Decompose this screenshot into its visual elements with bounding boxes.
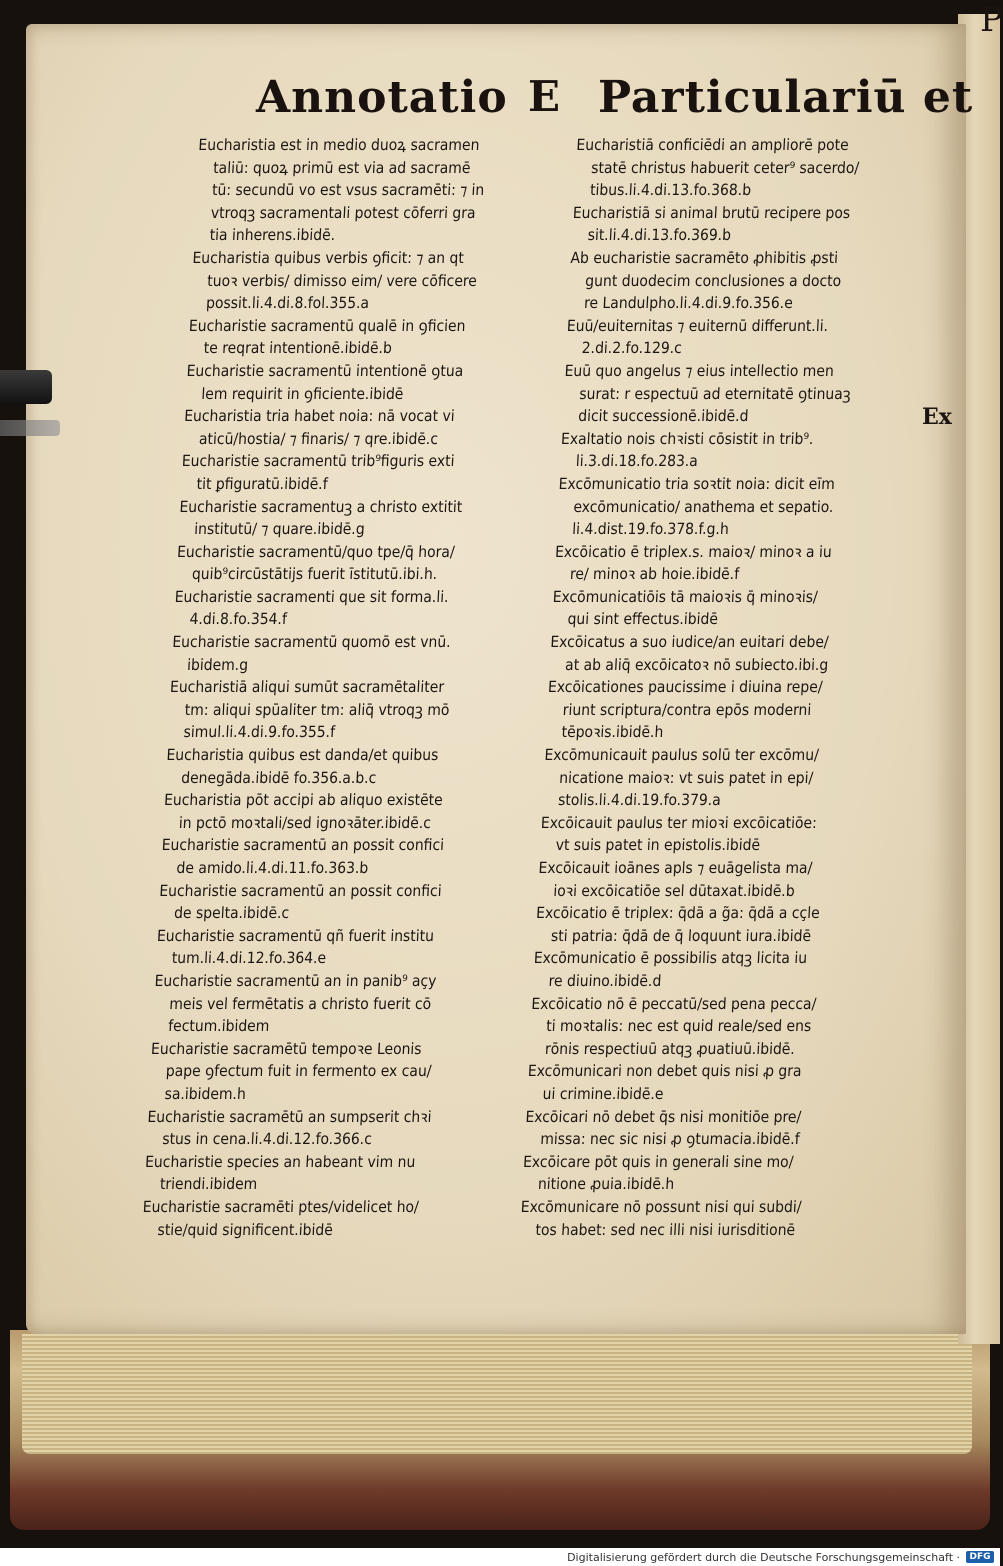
index-entry <box>551 586 913 631</box>
index-entry-line: Euū/euiternitas ⁊ euiternū differunt.li. <box>566 316 829 335</box>
index-entry-line: Eucharistie sacramentuꝫ a christo extitit <box>179 497 463 516</box>
index-entry-line: Eucharistie sacramenti que sit forma.li. <box>174 587 450 606</box>
index-entry <box>524 1106 886 1151</box>
index-entry <box>187 315 539 360</box>
index-entry-line: Excōicationes paucissime i diuina repe/ <box>547 678 824 697</box>
index-entry-line: possit.li.4.di.8.fol.355.a <box>205 294 370 313</box>
index-column-right <box>519 134 937 1241</box>
index-entry <box>158 880 510 925</box>
index-entry-line: tos habet: sed nec illi nisi iurisditionē <box>535 1220 796 1239</box>
index-entry-line: Eucharistie sacramētū an sumpserit chꝛi <box>147 1107 433 1126</box>
index-entry-line: Excōicatio nō ē peccatū/sed pena pecca/ <box>530 994 817 1013</box>
index-entry-line: Eucharistie species an habeant vim nu <box>144 1152 416 1171</box>
index-entry-line: Excōicari nō debet q̄s nisi monitiōe pre/ <box>525 1107 802 1126</box>
index-entry <box>571 202 933 247</box>
index-entry-line: missa: nec sic nisi ꝓ ꝯtumacia.ibidē.f <box>539 1130 801 1149</box>
index-entry-line: Eucharistia tria habet noia: nā vocat vi <box>183 407 456 426</box>
index-entry-line: re/ minoꝛ ab hoie.ibidē.f <box>569 565 740 584</box>
index-entry-line: Excōmunicatio ē possibilis atqꝫ licita iu <box>533 949 808 968</box>
index-entry-line: Eucharistie sacramentū an in panib⁹ açy <box>154 971 437 990</box>
running-head-left: Annotatio <box>256 72 508 123</box>
index-entry-line: tuoꝛ verbis/ dimisso eim/ vere cōficere <box>206 271 478 290</box>
index-entry-line: excōmunicatio/ anathema et sepatio. <box>573 497 834 516</box>
index-entry <box>568 247 932 315</box>
index-entry-line: Eucharistia est in medio duoꝝ sacramen <box>197 136 480 154</box>
index-entry-line: Eucharistiā conficiēdi an ampliorē pote <box>575 136 850 154</box>
index-entry-line: Excōmunicatiōis tā maioꝛis q̄ minoꝛis/ <box>552 587 819 606</box>
index-entry-line: Excōicare pōt quis in generali sine mo/ <box>522 1152 794 1171</box>
index-entry-line: pape ꝯfectum fuit in fermento ex cau/ <box>165 1062 432 1081</box>
index-entry-line: lem requirit in ꝯficiente.ibidē <box>200 384 404 403</box>
index-entry-line: Eucharistie sacramēti ptes/videlicet ho/ <box>142 1197 420 1216</box>
index-entry-line: in pctō moꝛtali/sed ignoꝛāter.ibidē.c <box>178 813 432 832</box>
index-entry <box>178 496 530 541</box>
index-entry-line: aticū/hostia/ ⁊ finaris/ ⁊ qre.ibidē.c <box>198 429 439 448</box>
index-entry <box>528 993 892 1061</box>
index-entry-line: Eucharistie sacramētū tempoꝛe Leonis <box>150 1039 423 1058</box>
index-entry <box>160 834 512 879</box>
running-head-letter: E <box>528 72 562 121</box>
index-entry <box>143 1151 495 1196</box>
index-entry-line: ioꝛi excōicatiōe sel dūtaxat.ibidē.b <box>552 881 796 900</box>
index-entry-line: surat: r espectuū ad eternitatē ꝯtinuaꝫ <box>578 384 852 403</box>
index-entry-line: tit ꝑfiguratū.ibidē.f <box>196 474 329 493</box>
index-entry <box>146 1106 498 1151</box>
index-entry-line: rōnis respectiuū atqꝫ ꝓuatiuū.ibidē. <box>544 1039 796 1058</box>
index-entry <box>526 1060 888 1105</box>
index-entry-line: Eucharistia quibus verbis ꝯficit: ⁊ an qt <box>192 248 465 267</box>
index-entry <box>541 744 905 812</box>
adjacent-page-letter: P <box>980 0 1003 40</box>
index-entry-line: Eucharistia quibus est danda/et quibus <box>165 746 439 765</box>
index-entry-line: de amido.li.4.di.11.fo.363.b <box>176 859 369 877</box>
index-entry <box>573 134 937 202</box>
index-entry-line: Excōicauit ioānes apls ⁊ euāgelista ma/ <box>538 859 813 877</box>
index-entry-line: Eucharistia pōt accipi ab aliquo existēte <box>163 791 444 810</box>
index-entry-line: Excōmunicauit paulus solū ter excōmu/ <box>543 746 820 765</box>
index-entry-line: Eucharistiā aliqui sumūt sacramētaliter <box>169 678 445 697</box>
footer-credit: Digitalisierung gefördert durch die Deutsche Forschungsgemeinschaft · <box>567 1550 960 1564</box>
index-entry <box>190 247 544 315</box>
index-entry <box>175 541 527 586</box>
index-entry-line: Eucharistie sacramentū qualē in ꝯficien <box>188 316 466 335</box>
index-entry-line: gunt duodecim conclusiones a docto <box>584 271 842 290</box>
index-entry-line: at ab aliq̄ excōicatoꝛ nō subiecto.ibi.g <box>564 655 829 674</box>
index-entry-line: nitione ꝓuia.ibidē.h <box>537 1175 675 1194</box>
book-block <box>10 1330 990 1530</box>
index-entry-line: Excōicatio ē triplex.s. maioꝛ/ minoꝛ a iu <box>554 542 833 561</box>
index-entry-line: tibus.li.4.di.13.fo.368.b <box>589 181 752 200</box>
index-entry <box>521 1151 883 1196</box>
index-entry-line: statē christus habuerit ceter⁹ sacerdo/ <box>590 158 860 177</box>
index-entry-line: Excōmunicare nō possunt nisi qui subdi/ <box>520 1197 802 1216</box>
index-entry-line: institutū/ ⁊ quare.ibidē.g <box>193 520 366 539</box>
index-entry-line: tū: secundū vo est vsus sacramēti: ⁊ in <box>211 181 485 200</box>
index-entry-line: tum.li.4.di.12.fo.364.e <box>171 949 327 968</box>
page-clip-bar <box>0 420 60 436</box>
index-entry-line: Eucharistie sacramentū/quo tpe/q̄ hora/ <box>176 542 456 561</box>
index-entry <box>171 631 523 676</box>
index-entry-line: ti moꝛtalis: nec est quid reale/sed ens <box>545 1017 812 1036</box>
index-entry <box>519 1196 881 1241</box>
index-entry <box>162 789 514 834</box>
index-entry-line: Euū quo angelus ⁊ eius intellectio men <box>564 361 835 380</box>
index-entry-line: meis vel fermētatis a christo fuerit cō <box>168 994 432 1013</box>
index-entry-line: denegāda.ibidē fo.356.a.b.c <box>180 768 377 787</box>
index-entry-line: dicit successionē.ibidē.d <box>577 407 749 426</box>
index-entry-line: Eucharistie sacramentū intentionē ꝯtua <box>186 361 464 380</box>
index-entry <box>532 947 894 992</box>
index-entry-line: triendi.ibidem <box>159 1175 258 1194</box>
dfg-logo-icon: DFG <box>966 1551 994 1563</box>
index-entry-line: sti patria: q̄dā de q̄ loquunt iura.ibidē <box>550 926 812 945</box>
index-entry-line: li.3.di.18.fo.283.a <box>575 452 699 471</box>
index-entry-line: nicatione maioꝛ: vt suis patet in epi/ <box>558 768 814 787</box>
index-entry-line: tm: aliqui spūaliter tm: aliq̄ vtroqꝫ mō <box>184 700 450 719</box>
footer-bar <box>0 1548 1000 1566</box>
index-entry-line: 2.di.2.fo.129.c <box>581 339 683 358</box>
index-entry-line: vtroqꝫ sacramentali potest cōferri gra <box>210 203 477 222</box>
page-clip <box>0 370 52 404</box>
index-entry-line: sit.li.4.di.13.fo.369.b <box>587 226 732 245</box>
index-column-left <box>141 134 549 1241</box>
index-entry <box>180 450 532 495</box>
index-entry-line: Exaltatio nois chꝛisti cōsistit in trib⁹. <box>560 429 814 448</box>
index-entry <box>148 1038 502 1106</box>
index-entry <box>562 360 926 428</box>
index-entry <box>165 744 517 789</box>
index-entry <box>539 812 901 857</box>
running-head-right: Particulariū et <box>598 72 974 123</box>
index-entry-line: Excōmunicari non debet quis nisi ꝓ gra <box>527 1062 803 1081</box>
index-entry-line: re diuino.ibidē.d <box>548 971 662 990</box>
index-entry-line: li.4.dist.19.fo.378.f.g.h <box>571 520 730 539</box>
index-entry-line: Excōicatio ē triplex: q̄dā a g̃a: q̄dā a cçle <box>535 904 821 923</box>
index-entry <box>553 541 915 586</box>
index-entry <box>537 857 899 902</box>
page-edges <box>22 1334 972 1454</box>
index-entry-line: ui crimine.ibidē.e <box>542 1084 664 1103</box>
index-entry-line: fectum.ibidem <box>167 1017 270 1036</box>
index-entry-line: sa.ibidem.h <box>164 1084 247 1103</box>
index-entry <box>182 405 534 450</box>
index-entry-line: Eucharistie sacramentū quomō est vnū. <box>171 633 452 652</box>
index-entry-line: re Landulpho.li.4.di.9.fo.356.e <box>583 294 794 313</box>
index-entry <box>545 676 909 744</box>
index-entry <box>141 1196 493 1241</box>
index-entry-line: te reqrat intentionē.ibidē.b <box>203 339 393 358</box>
index-entry-line: Excōmunicatio tria soꝛtit noia: dicit eīm <box>558 474 836 493</box>
index-entry-line: simul.li.4.di.9.fo.355.f <box>183 723 336 742</box>
index-entry-line: qui sint effectus.ibidē <box>567 610 719 629</box>
index-entry-line: taliū: quoꝝ primū est via ad sacramē <box>212 158 471 177</box>
index-entry-line: 4.di.8.fo.354.f <box>189 610 288 629</box>
index-entry-line: Eucharistie sacramentū trib⁹figuris exti <box>181 452 455 471</box>
index-entry <box>185 360 537 405</box>
index-entry-line: vt suis patet in epistolis.ibidē <box>555 836 761 855</box>
index-entry <box>193 134 549 247</box>
index-entry <box>155 925 507 970</box>
index-entry-line: Eucharistie sacramentū an possit confici <box>158 881 443 900</box>
margin-note: Ex <box>922 404 952 430</box>
index-entry-line: tēpoꝛis.ibidē.h <box>561 723 664 742</box>
index-entry <box>559 428 921 473</box>
index-entry-line: Eucharistie sacramentū an possit confici <box>161 836 445 855</box>
index-entry-line: de spelta.ibidē.c <box>173 904 290 923</box>
index-entry <box>549 631 911 676</box>
index-entry-line: stolis.li.4.di.19.fo.379.a <box>557 791 722 810</box>
index-entry <box>534 902 896 947</box>
index-entry-line: Excōicatus a suo iudice/an euitari debe/ <box>549 633 830 652</box>
index-entry-line: tia inherens.ibidē. <box>209 226 336 245</box>
index-entry <box>565 315 927 360</box>
index-entry-line: ibidem.g <box>186 655 249 674</box>
index-entry-line: Eucharistiā si animal brutū recipere pos <box>572 203 851 222</box>
index-entry <box>556 473 920 541</box>
index-entry-line: Eucharistie sacramentū qñ fuerit institu <box>156 926 435 945</box>
index-entry <box>152 970 506 1038</box>
index-entry-line: Ab eucharistie sacramēto ꝓhibitis ꝓsti <box>570 248 839 267</box>
index-entry-line: stus in cena.li.4.di.12.fo.366.c <box>161 1130 373 1149</box>
index-entry <box>173 586 525 631</box>
index-entry-line: Excōicauit paulus ter mioꝛi excōicatiōe: <box>540 813 818 832</box>
index-entry-line: quib⁹circūstātijs fuerit īstitutū.ibi.h. <box>191 565 438 584</box>
index-entry-line: riunt scriptura/contra epōs moderni <box>562 700 812 719</box>
index-entry <box>167 676 521 744</box>
index-entry-line: stie/quid significent.ibidē <box>157 1220 334 1239</box>
